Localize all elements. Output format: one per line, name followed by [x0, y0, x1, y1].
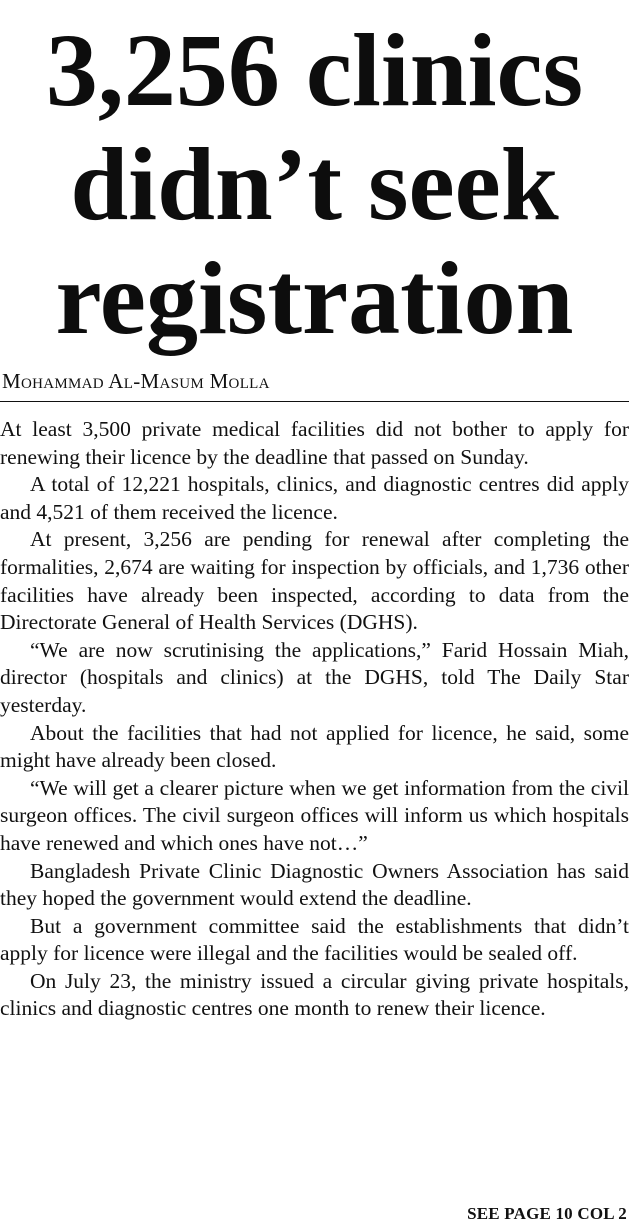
article-paragraph-5: About the facilities that had not applied for licence, he said, some might have already been closed.: [0, 720, 629, 773]
headline-line-1: 3,256 clinics: [45, 13, 584, 128]
article-paragraph-6: “We will get a clearer picture when we get information from the civil surgeon offices. The civil surgeon offices will inform us which hospitals have renewed and which ones have not…”: [0, 775, 629, 855]
article-body: [0, 416, 629, 1023]
byline-divider: [0, 401, 629, 402]
article-paragraph-9: On July 23, the ministry issued a circular giving private hospitals, clinics and diagnostic centres one month to renew their licence.: [0, 968, 629, 1021]
headline-line-3: registration: [55, 241, 574, 356]
article-paragraph-1: At least 3,500 private medical facilities did not bother to apply for renewing their licence by the deadline that passed on Sunday.: [0, 417, 629, 469]
article-paragraph-3: At present, 3,256 are pending for renewal after completing the formalities, 2,674 are waiting for inspection by officials, and 1,736 other facilities have already been inspected, according to data from the Directorate General of Health Services (DGHS).: [0, 527, 629, 635]
article-paragraph-8: But a government committee said the establishments that didn’t apply for licence were illegal and the facilities would be sealed off.: [0, 913, 629, 966]
continued-on-page-note: SEE PAGE 10 COL 2: [467, 1204, 627, 1223]
headline: [0, 14, 629, 356]
byline: Mohammad Al-Masum Molla: [2, 369, 270, 393]
article-paragraph-7: Bangladesh Private Clinic Diagnostic Owners Association has said they hoped the government would extend the deadline.: [0, 858, 629, 911]
headline-line-2: didn’t seek: [70, 127, 559, 242]
article-paragraph-4: “We are now scrutinising the applications,” Farid Hossain Miah, director (hospitals and clinics) at the DGHS, told The Daily Star yesterday.: [0, 637, 629, 717]
article-paragraph-2: A total of 12,221 hospitals, clinics, and diagnostic centres did apply and 4,521 of them received the licence.: [0, 472, 629, 524]
